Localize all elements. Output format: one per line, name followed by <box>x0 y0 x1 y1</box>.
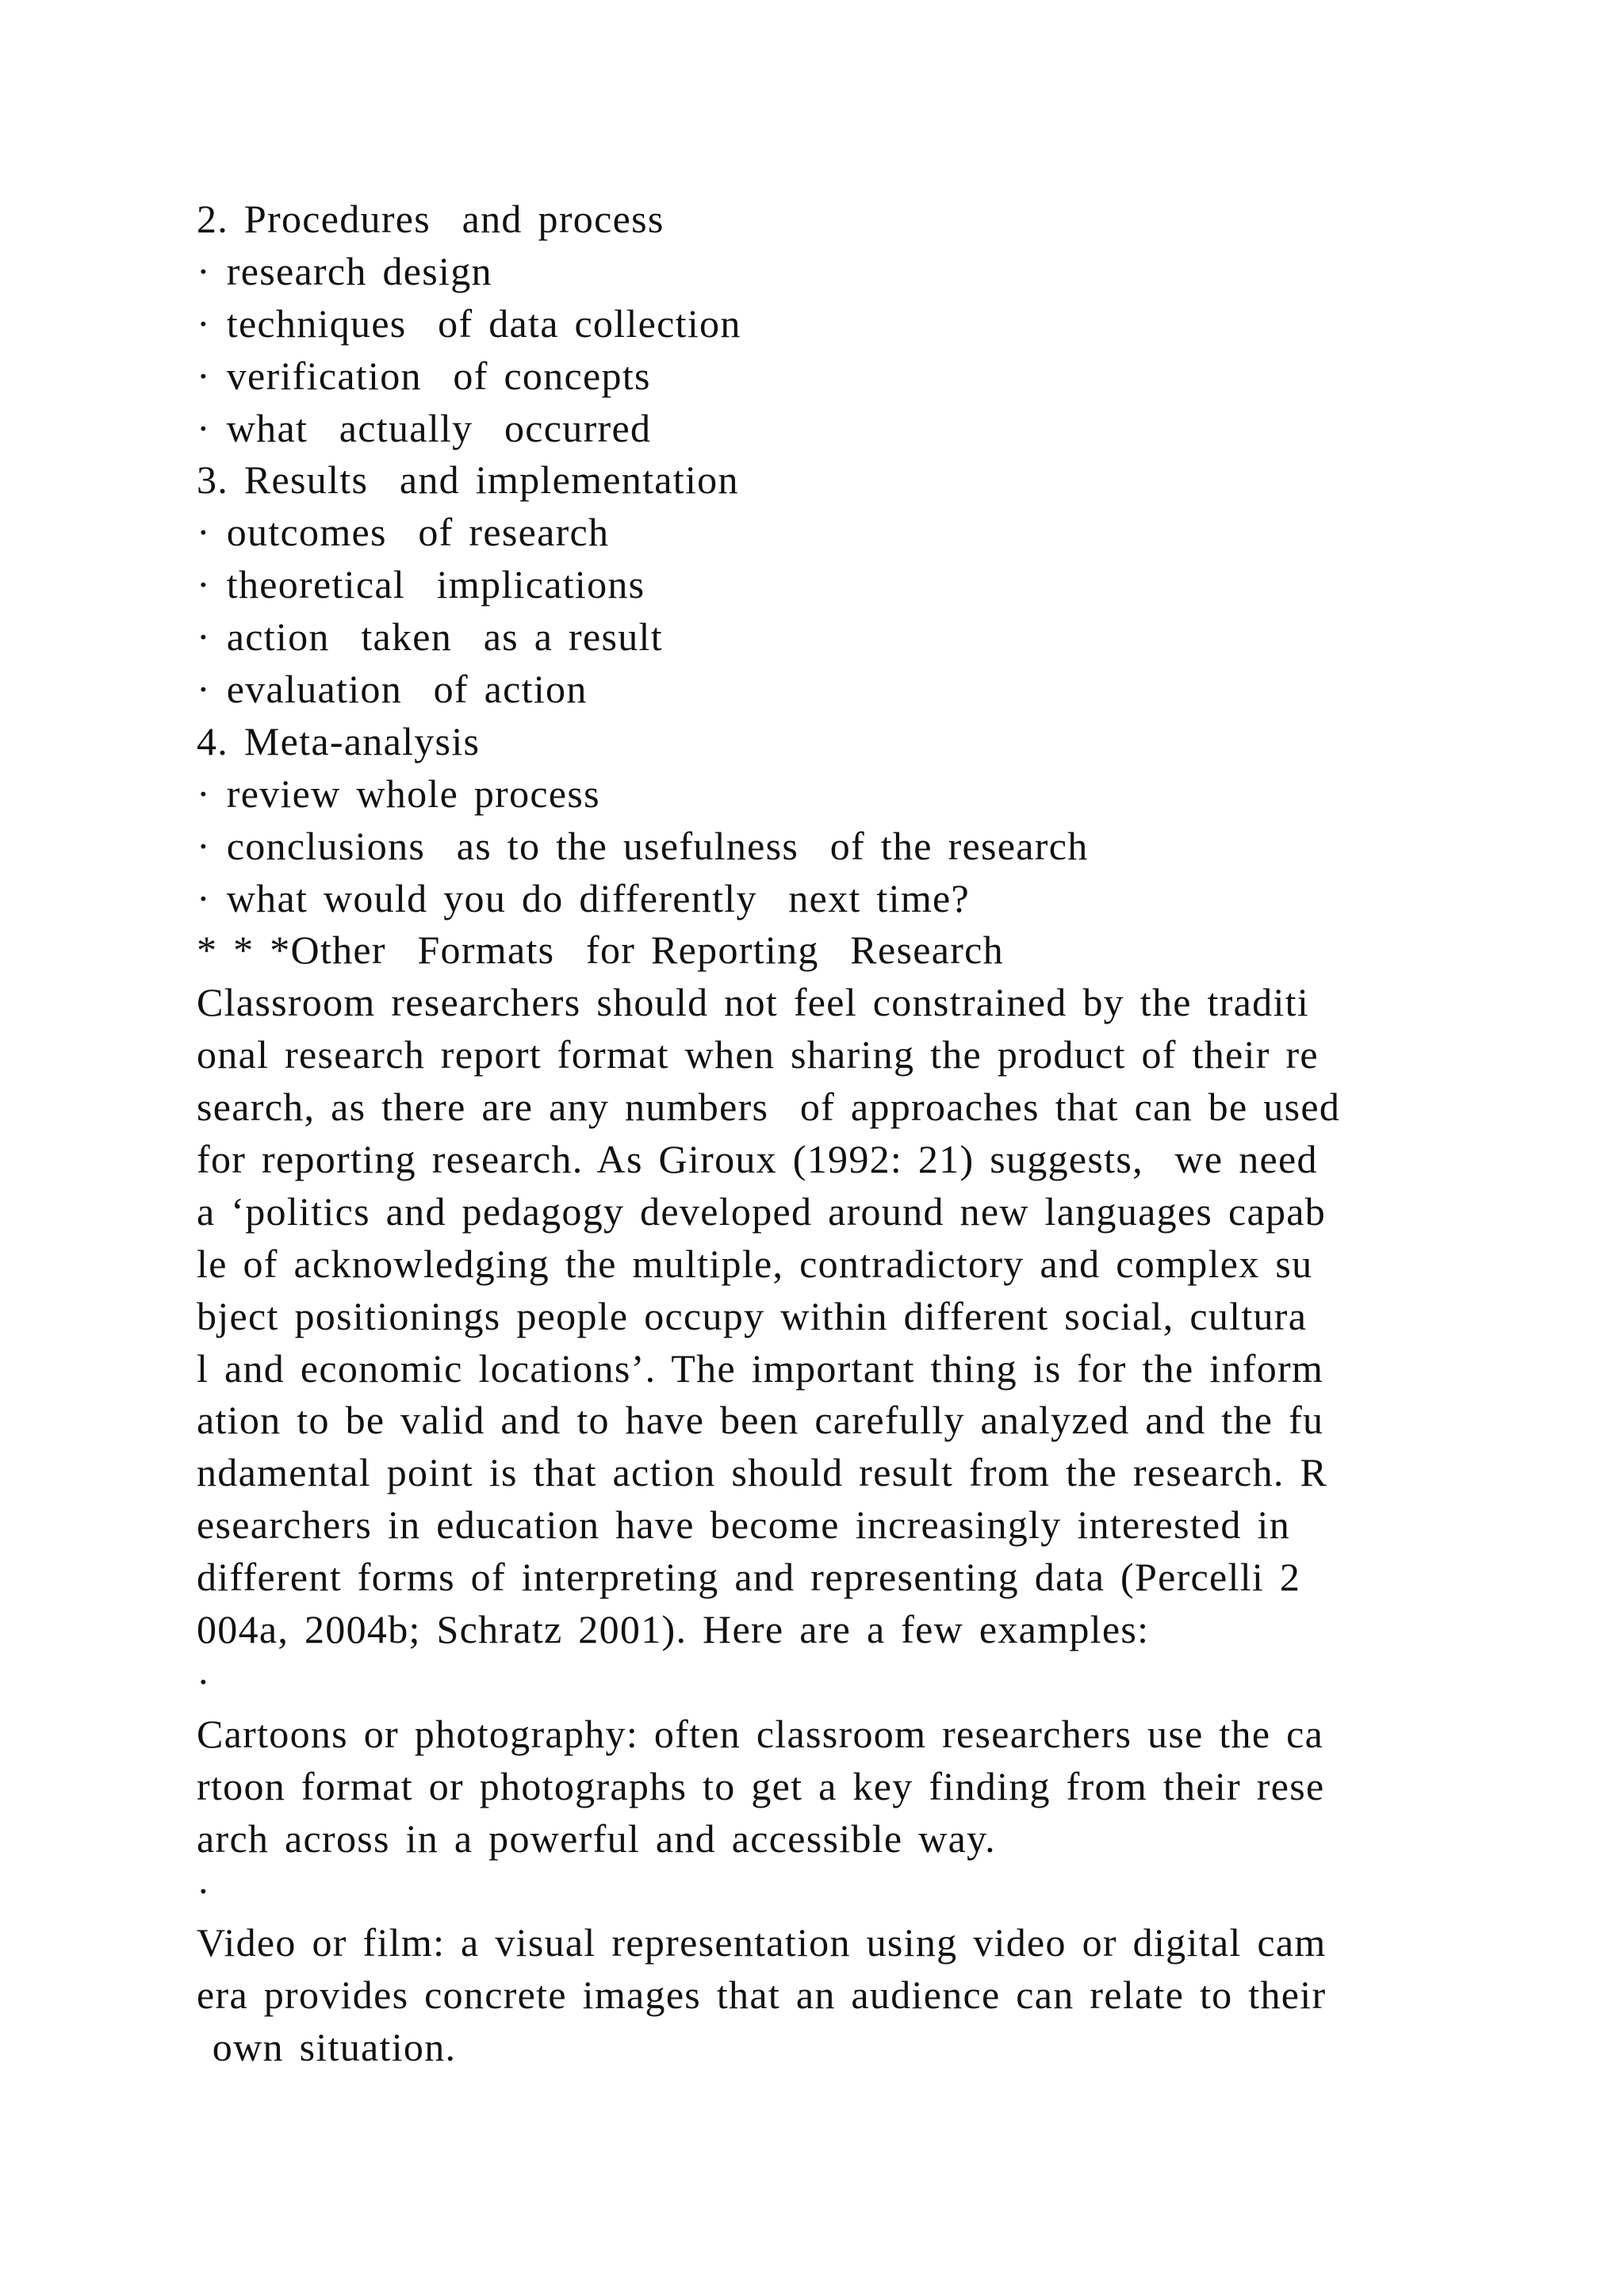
bullet-marker: · <box>197 1659 211 1704</box>
heading-other-formats: * * *Other Formats for Reporting Research <box>197 928 1004 973</box>
bullet-marker: · <box>197 1868 211 1913</box>
list-item: · evaluation of action <box>197 667 588 712</box>
paragraph-line: Video or film: a visual representation using video or digital cam <box>197 1920 1327 1965</box>
paragraph-line: l and economic locations’. The important thing is for the inform <box>197 1345 1324 1391</box>
paragraph-line: ndamental point is that action should result from the research. R <box>197 1450 1328 1495</box>
document-body <box>197 193 1465 2074</box>
heading-results: 3. Results and implementation <box>197 457 739 503</box>
paragraph-line: esearchers in education have become increasingly interested in <box>197 1502 1290 1548</box>
paragraph-line: a ‘politics and pedagogy developed around new languages capab <box>197 1188 1327 1234</box>
paragraph-line: Classroom researchers should not feel constrained by the traditi <box>197 980 1310 1025</box>
heading-meta-analysis: 4. Meta-analysis <box>197 718 481 763</box>
list-item: · outcomes of research <box>197 510 610 555</box>
list-item: · conclusions as to the usefulness of the research <box>197 823 1089 868</box>
paragraph-line: ation to be valid and to have been carefully analyzed and the fu <box>197 1398 1324 1443</box>
paragraph-line: different forms of interpreting and representing data (Percelli 2 <box>197 1555 1301 1600</box>
paragraph-line: onal research report format when sharing the product of their re <box>197 1032 1319 1077</box>
paragraph-line: era provides concrete images that an audience can relate to their <box>197 1973 1327 2018</box>
paragraph-line: search, as there are any numbers of approaches that can be used <box>197 1085 1341 1130</box>
list-item: · verification of concepts <box>197 353 651 398</box>
list-item: · research design <box>197 248 492 293</box>
paragraph-line: for reporting research. As Giroux (1992: 21) suggests, we need <box>197 1137 1318 1182</box>
paragraph-line: bject positionings people occupy within different social, cultura <box>197 1293 1308 1338</box>
paragraph-line: Cartoons or photography: often classroom researchers use the ca <box>197 1711 1324 1756</box>
paragraph-line: le of acknowledging the multiple, contradictory and complex su <box>197 1241 1313 1286</box>
list-item: · techniques of data collection <box>197 300 741 346</box>
heading-procedures: 2. Procedures and process <box>197 197 665 241</box>
paragraph-line: arch across in a powerful and accessible way. <box>197 1816 996 1861</box>
list-item: · theoretical implications <box>197 562 645 607</box>
list-item: · action taken as a result <box>197 614 663 660</box>
paragraph-line: own situation. <box>197 2025 457 2070</box>
list-item: · what would you do differently next time? <box>197 875 970 920</box>
list-item: · what actually occurred <box>197 405 652 450</box>
list-item: · review whole process <box>197 771 600 816</box>
paragraph-line: rtoon format or photographs to get a key finding from their rese <box>197 1763 1325 1808</box>
paragraph-line: 004a, 2004b; Schratz 2001). Here are a few examples: <box>197 1607 1150 1652</box>
